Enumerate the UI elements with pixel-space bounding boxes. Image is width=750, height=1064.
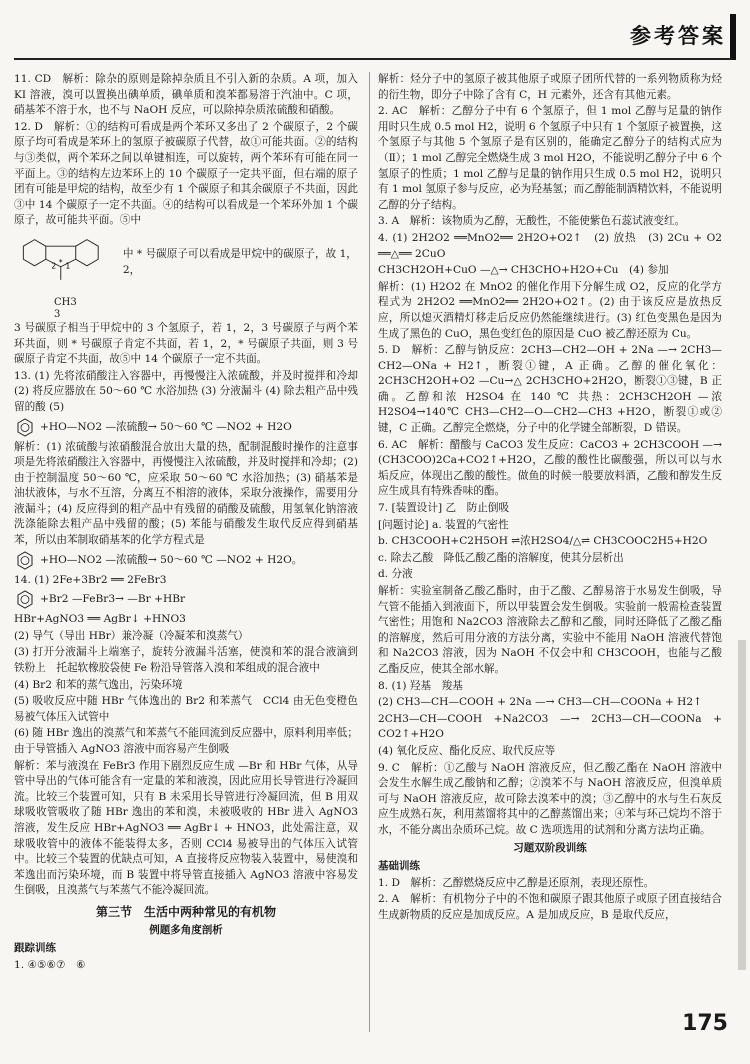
left-column bbox=[14, 72, 369, 974]
answer-12: 12. D 解析：①的结构可看成是两个苯环又多出了 2 个碳原子，2 个碳原子均可看成是苯环上的氢原子被碳原子代替，故①可能共面。②的结构与③类似，两个苯环之间以单键相连，可以旋转，两个苯环有可能在同一平面上。③的结构左边苯环上的 10 个碳原子一定共平面，但右端的原子团有可能是甲烷的结构，故至少有 1 个碳原子和其余碳原子不共面，因此③中 14 个碳原子一定不共面。④的结构可以看成是一个苯环外加 1 个碳原子，故可能共平面。⑤中 bbox=[14, 120, 358, 227]
answer-4: 4. (1) 2H2O2 ══MnO2══ 2H2O+O2↑ (2) 放热 (3) 2Cu + O2 ══△══ 2CuO bbox=[378, 231, 722, 260]
answer-7-analysis: 解析：实验室制备乙酸乙酯时，由于乙酸、乙醇易溶于水易发生倒吸，导气管不能插入到液面下，所以甲装置会发生倒吸。实验前一般需检查装置气密性；用饱和 Na2CO3 溶液除去乙醇和乙酸，同时还降低了乙酸乙酯的溶解度，然后可用分液的方法分离，实验中不能用 NaOH 溶液代替饱和 Na2CO3 溶液，因为 NaOH 不仅会中和 CH3COOH，也能与乙酸乙酯反应，使其全部水解。 bbox=[378, 585, 722, 675]
answer-14: 14. (1) 2Fe+3Br2 ══ 2FeBr3 bbox=[14, 573, 167, 586]
answer-9: 9. C 解析：①乙酸与 NaOH 溶液反应，但乙酸乙酯在 NaOH 溶液中会发生水解生成乙酸钠和乙醇；②溴苯不与 NaOH 溶液反应，但溴单质可与 NaOH 溶液反应，故可除去溴苯中的溴；③乙醇中的水与生石灰反应生成熟石灰，利用蒸馏将其中的乙醇蒸馏出来；④苯与环己烷均不溶于水，不能分离出杂质环己烷。故 C 选项选用的试剂和分离方法均正确。 bbox=[378, 761, 722, 836]
page-edge-strip bbox=[738, 640, 746, 970]
practice-title: 习题双阶段训练 bbox=[513, 841, 587, 854]
header-title: 参考答案 bbox=[630, 24, 726, 48]
track-heading: 跟踪训练 bbox=[14, 942, 56, 955]
benzene-icon bbox=[14, 418, 36, 438]
answer-7-line: [问题讨论] a. 装置的气密性 bbox=[378, 518, 509, 531]
fluorene-structure bbox=[14, 231, 358, 295]
answer-13-analysis: 解析：(1) 浓硫酸与浓硝酸混合放出大量的热，配制混酸时操作的注意事项是先将浓硝酸注入容器中，再慢慢注入浓硫酸，并及时搅拌和冷却；(2) 由于控制温度 50～60 ℃，应采取 50～60 ℃ 水浴加热；(3) 硝基苯是油状液体，与水不互溶，分离互不相溶的液体，采取分液操作，需要用分液漏斗；(4) 反应得到的粗产品中有残留的硝酸及硫酸，用氢氧化钠溶液洗涤能除去粗产品中残留的酸；(5) 苯能与硝酸发生取代反应得到硝基苯，所以由苯制取硝基苯的化学方程式是 bbox=[14, 440, 358, 547]
answer-7-line: c. 除去乙酸 降低乙酸乙酯的溶解度，使其分层析出 bbox=[378, 551, 624, 564]
benzene-icon bbox=[14, 590, 36, 610]
label-3: 3 bbox=[54, 308, 61, 320]
header-rule bbox=[14, 58, 732, 60]
basic-answer-2: 2. A 解析：有机物分子中的不饱和碳原子跟其他原子或原子团直接结合生成新物质的反应是加成反应。A 是加成反应，B 是取代反应， bbox=[378, 893, 722, 921]
answer-11: 11. CD 解析：除杂的原则是除掉杂质且不引入新的杂质。A 项，加入 KI 溶液，溴可以置换出碘单质，碘单质和溴苯都易溶于汽油中。C 项，硝基苯不溶于水，也不与 NaOH 反应，可以除掉杂质浓硫酸和硝酸。 bbox=[14, 73, 358, 117]
answer-14-line: (5) 吸收反应中随 HBr 气体逸出的 Br2 和苯蒸气 CCl4 由无色变橙色 易被气体压入试管中 bbox=[14, 695, 369, 723]
track-answer-1: 1. ④⑤⑥⑦ ⑥ bbox=[14, 958, 86, 971]
answer-7-line: d. 分液 bbox=[378, 568, 413, 581]
answer-8-line: (4) 氧化反应、酯化反应、取代反应等 bbox=[378, 744, 556, 757]
answer-8: 8. (1) 羟基 羧基 bbox=[378, 679, 463, 692]
header-bar bbox=[730, 14, 736, 60]
basic-answer-1: 1. D 解析：乙醇燃烧反应中乙醇是还原剂，表现还原性。 bbox=[378, 876, 655, 889]
answer-8-line: (2) CH3—CH—COOH + 2Na —→ CH3—CH—COONa + H2↑ bbox=[378, 696, 702, 709]
svg-text:*: * bbox=[58, 257, 63, 267]
answer-14-line: (3) 打开分液漏斗上端塞子，旋转分液漏斗活塞，使溴和苯的混合液滴到铁粉上 托起软橡胶袋使 Fe 粉沿导管落入溴和苯组成的混合液中 bbox=[14, 646, 358, 675]
equation-nitration-1 bbox=[14, 418, 358, 438]
page-number: 175 bbox=[682, 1011, 728, 1036]
answer-1-analysis: 解析：烃分子中的氢原子被其他原子或原子团所代替的一系列物质称为烃的衍生物，即分子中除了含有 C，H 元素外，还含有其他元素。 bbox=[378, 73, 722, 101]
ch3-label: CH3 bbox=[54, 296, 77, 308]
answer-13: 13. (1) 先将浓硝酸注入容器中，再慢慢注入浓硫酸，并及时搅拌和冷却 (2) 将反应器放在 50～60 ℃ 水浴加热 (3) 分液漏斗 (4) 除去粗产品中残留的酸 (5) bbox=[14, 369, 358, 413]
answer-4-line: CH3CH2OH+CuO —△→ CH3CHO+H2O+Cu (4) 参加 bbox=[378, 264, 669, 277]
answer-5: 5. D 解析：乙醇与钠反应：2CH3—CH2—OH + 2Na —→ 2CH3—CH2—ONa + H2↑，断裂①键，A 正确。乙醇的催化氧化：2CH3CH2OH+O2 —Cu→△ 2CH3CHO+2H2O，断裂①③键，B 正确。乙醇和浓 H2SO4 在 140 ℃ 共热：2CH3CH2OH —浓H2SO4→140℃ CH3—CH2—O—CH2—CH3 +H2O，断裂①或②键，C 正确。乙醇完全燃烧，分子中的化学键全部断裂，D 错误。 bbox=[378, 344, 722, 435]
answer-7: 7. [装置设计] 乙 防止倒吸 bbox=[378, 502, 510, 515]
equation-bromination bbox=[14, 590, 358, 610]
equation-text: +Br2 —FeBr3→ —Br +HBr bbox=[40, 593, 186, 606]
answer-8-line: 2CH3—CH—COOH +Na2CO3 —→ 2CH3—CH—COONa + CO2↑+H2O bbox=[378, 712, 722, 741]
answer-3: 3. A 解析：该物质为乙醇，无酸性，不能使紫色石蕊试液变红。 bbox=[378, 215, 686, 228]
methyl-label bbox=[54, 297, 358, 321]
answer-14-line: (4) Br2 和苯的蒸气逸出，污染环境 bbox=[14, 678, 183, 691]
answer-2: 2. AC 解析：乙醇分子中有 6 个氢原子，但 1 mol 乙醇与足量的钠作用时只生成 0.5 mol H2，说明 6 个氢原子中只有 1 个氢原子被置换，这个氢原子与其他 5 个氢原子是有区别的，能确定乙醇分子的结构式应为（Ⅱ）；1 mol 乙醇完全燃烧生成 3 mol H2O，不能说明乙醇分子中 6 个氢原子的性质；1 mol 乙醇与足量的钠作用只生成 0.5 mol H2，说明只有 1 mol 氢原子参与反应，必为羟基氢；而乙醇能制酒精饮料，不能说明乙醇的分子结构。 bbox=[378, 105, 722, 211]
equation-text: +HO—NO2 —浓硫酸→ 50～60 ℃ —NO2 + H2O bbox=[40, 420, 292, 433]
answer-4-analysis: 解析：(1) H2O2 在 MnO2 的催化作用下分解生成 O2，反应的化学方程式为 2H2O2 ══MnO2══ 2H2O+O2↑。(2) 由于该反应是放热反应，所以熄灭酒精灯移走后反应仍然能继续进行。(3) 红色变黑色是因为生成了黑色的 CuO，黑色变红色的原因是 CuO 被乙醇还原为 Cu。 bbox=[378, 280, 722, 340]
right-column bbox=[378, 72, 722, 924]
svg-text:2: 2 bbox=[51, 261, 57, 271]
answer-6: 6. AC 解析：醋酸与 CaCO3 发生反应：CaCO3 + 2CH3COOH —→ (CH3COO)2Ca+CO2↑+H2O，乙酸的酸性比碳酸强，所以可以与水垢反应，体现出乙酸的酸性。做鱼的时候一般要放料酒，乙酸和醇发生反应生成具有特殊香味的酯。 bbox=[378, 438, 722, 498]
fluorene-icon bbox=[14, 231, 117, 295]
section-title: 第三节 生活中两种常见的有机物 bbox=[95, 904, 276, 919]
equation-text: +HO—NO2 —浓硫酸→ 50～60 ℃ —NO2 + H2O。 bbox=[40, 553, 303, 566]
answer-14-line: HBr+AgNO3 ══ AgBr↓ +HNO3 bbox=[14, 613, 186, 626]
answer-14-analysis: 解析：苯与液溴在 FeBr3 作用下剧烈反应生成 —Br 和 HBr 气体，从导管中导出的气体可能含有一定量的苯和液溴，因此应用长导管进行冷凝回流。比较三个装置可知，只有 B 未采用长导管进行冷凝回流，但 B 用双球吸收管吸收了随 HBr 逸出的苯和溴，未被吸收的 HBr 进入 AgNO3 溶液，发生反应 HBr+AgNO3 ══ AgBr↓ + HNO3，此处需注意，双球吸收管中的液体不能装得太多，否则 CCl4 易被导出的气体压入试管中。比较三个装置的优缺点可知，A 直接将反应物装入装置中，易使溴和苯逸出而污染环境，而 B 装置中将导管直接插入 AgNO3 溶液中容易发生倒吸，且溴蒸气与苯蒸气不能冷凝回流。 bbox=[14, 759, 358, 897]
subsection-title: 例题多角度剖析 bbox=[149, 923, 223, 936]
answer-14-line: (6) 随 HBr 逸出的溴蒸气和苯蒸气不能回流到反应器中，原料利用率低；由于导管插入 AgNO3 溶液中而容易产生倒吸 bbox=[14, 727, 358, 755]
answer-12-cont: 3 号碳原子相当于甲烷中的 3 个氢原子，若 1，2，3 号碳原子与两个苯环共面，则 * 号碳原子肯定不共面，若 1，2，* 号碳原子共面，则 3 号碳原子肯定不共面，故⑤中 14 个碳原子一定不共面。 bbox=[14, 321, 358, 366]
page-header bbox=[0, 0, 750, 68]
fluorene-caption: 中 * 号碳原子可以看成是甲烷中的碳原子，故 1，2， bbox=[122, 248, 357, 276]
answer-7-line: b. CH3COOH+C2H5OH ⇌浓H2SO4/△⇌ CH3COOC2H5+H2O bbox=[378, 535, 708, 548]
svg-text:1: 1 bbox=[65, 261, 71, 271]
benzene-icon bbox=[14, 551, 36, 571]
equation-nitration-2 bbox=[14, 551, 358, 571]
basic-heading: 基础训练 bbox=[378, 860, 420, 873]
answer-14-line: (2) 导气（导出 HBr）兼冷凝（冷凝苯和溴蒸气） bbox=[14, 629, 249, 642]
column-divider bbox=[369, 72, 370, 1032]
